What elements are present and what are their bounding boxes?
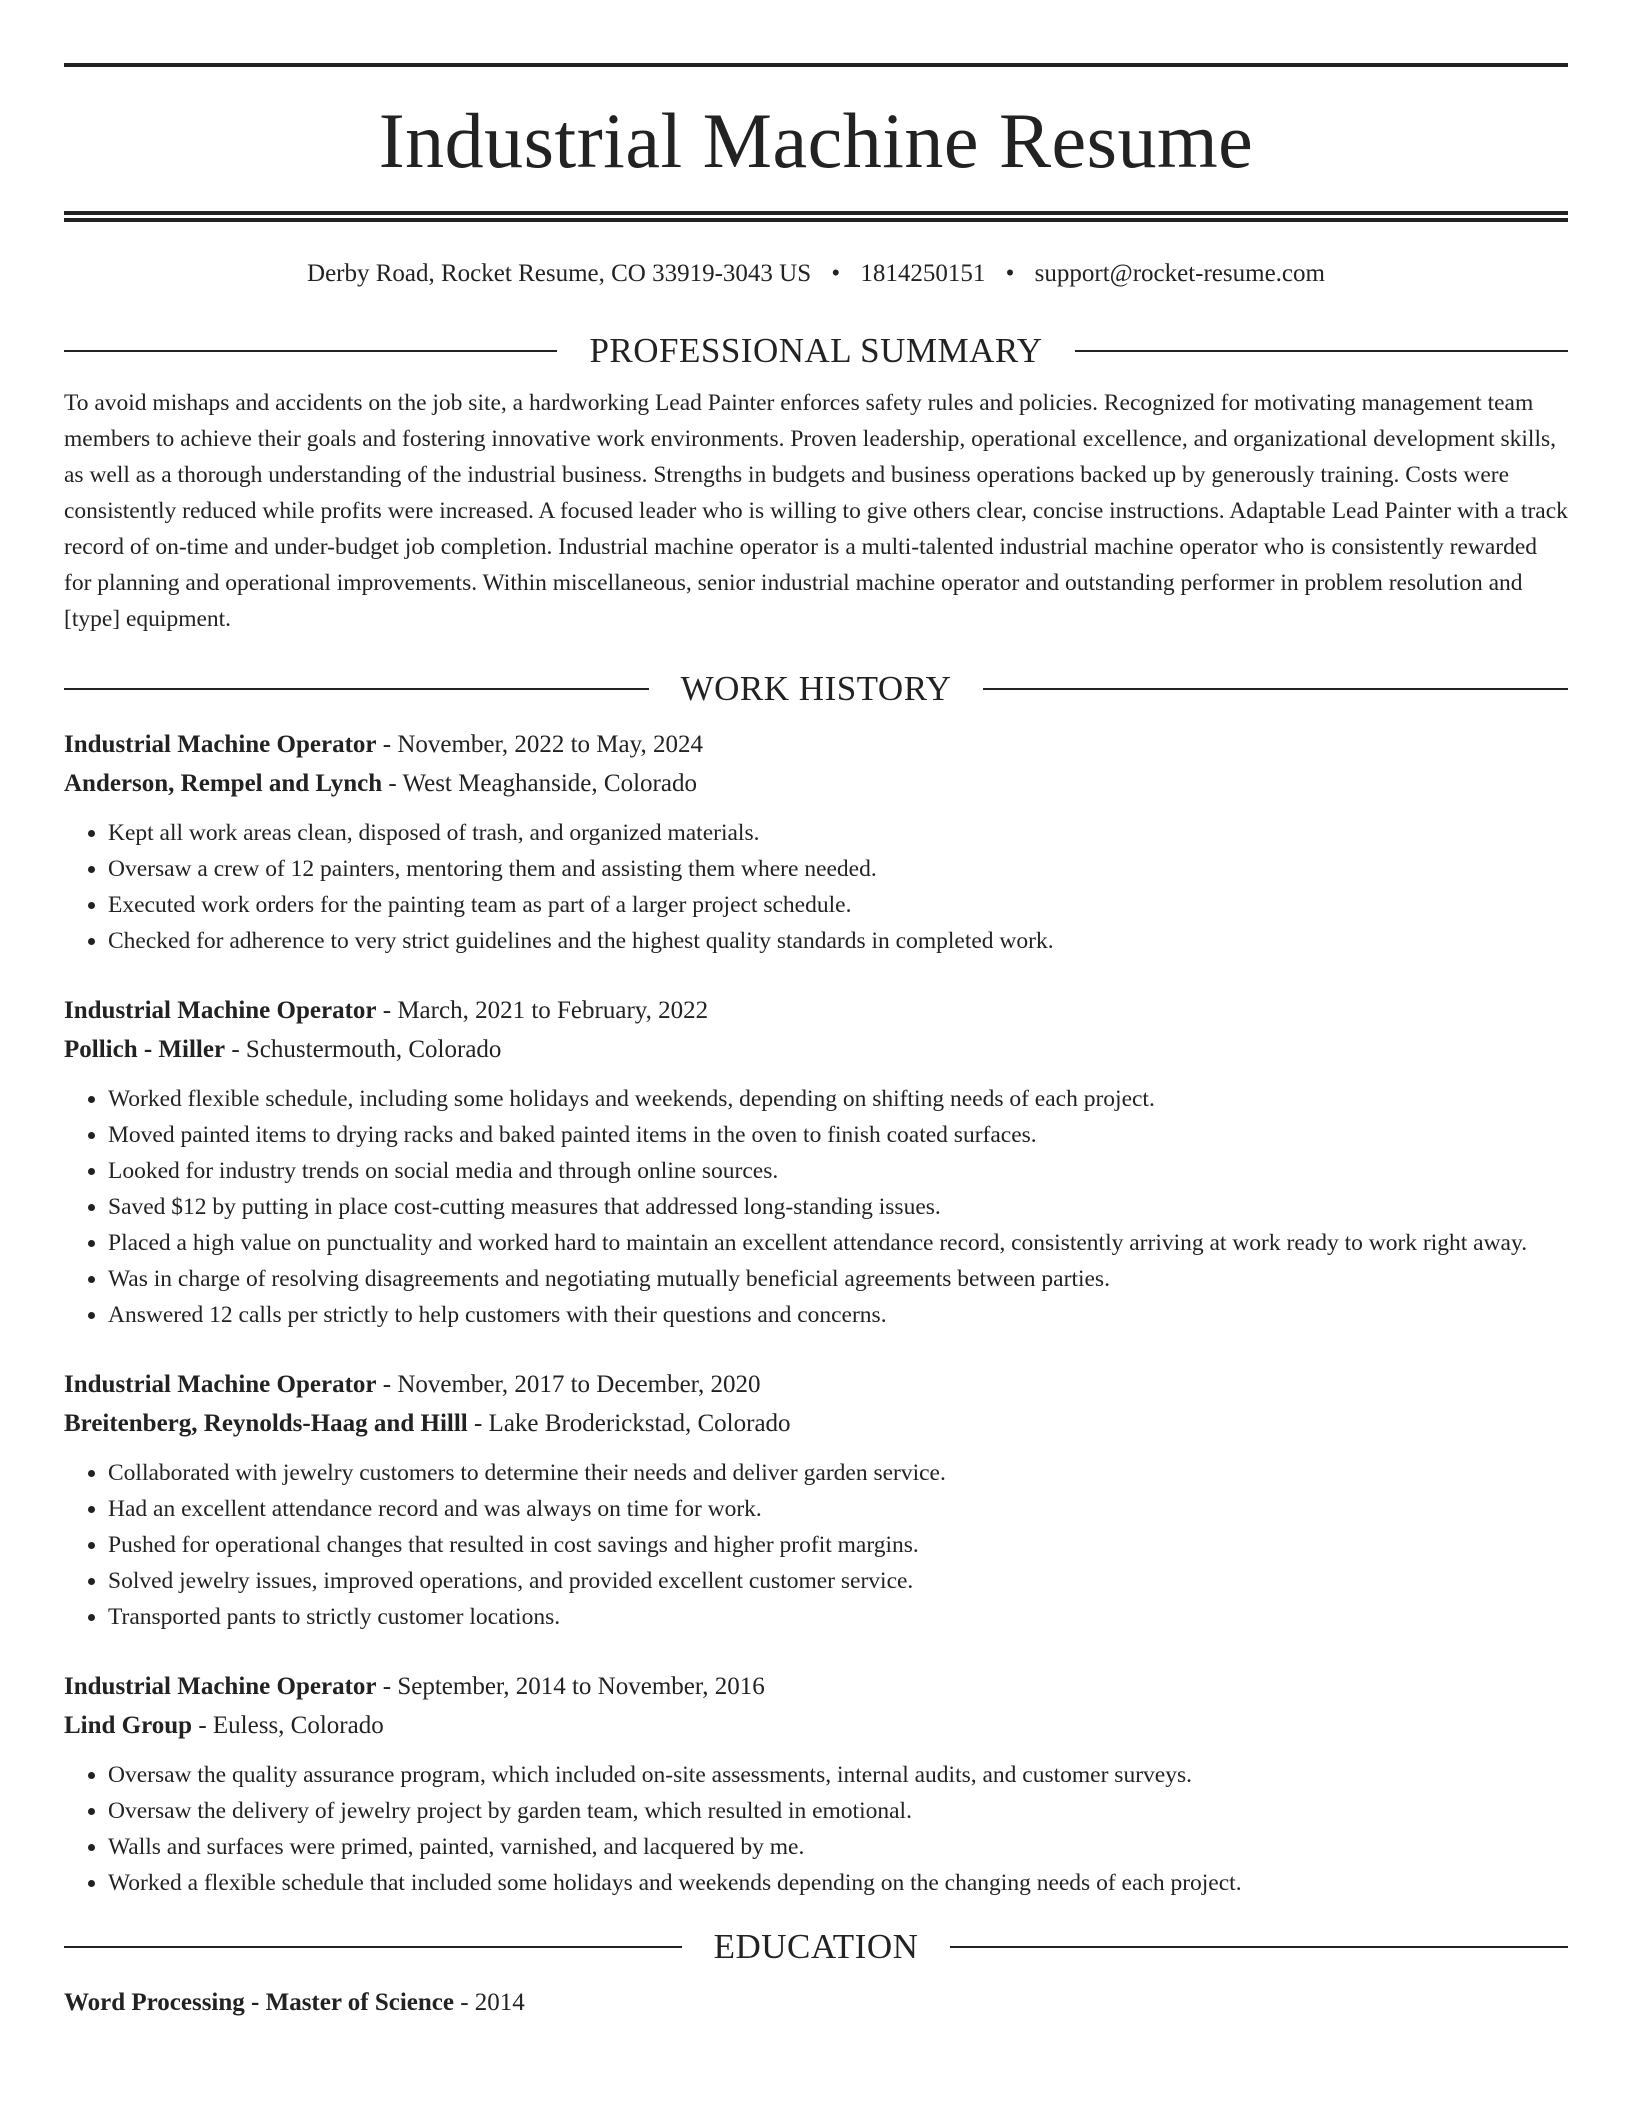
contact-address: Derby Road, Rocket Resume, CO 33919-3043 US: [307, 260, 812, 287]
job-title: Industrial Machine Operator: [64, 1371, 377, 1398]
job-company-line: [64, 1030, 1568, 1069]
heading-rule-left: [64, 350, 557, 352]
job-dates: - September, 2014 to November, 2016: [376, 1673, 765, 1700]
job-company-line: [64, 1404, 1568, 1443]
summary-text: To avoid mishaps and accidents on the job site, a hardworking Lead Painter enforces safety rules and policies. Recognized for motivating management team members to achieve their goals and fostering innovative work environments. Proven leadership, operational excellence, and organizational development skills, as well as a thorough understanding of the industrial business. Strengths in budgets and business operations backed up by generously training. Costs were consistently reduced while profits were increased. A focused leader who is willing to give others clear, concise instructions. Adaptable Lead Painter with a track record of on-time and under-budget job completion. Industrial machine operator is a multi-talented industrial machine operator who is consistently rewarded for planning and operational improvements. Within miscellaneous, senior industrial machine operator and outstanding performer in problem resolution and [type] equipment.: [64, 390, 1568, 632]
heading-rule-left: [64, 688, 649, 690]
education-heading: [64, 1925, 1568, 1969]
contact-phone: 1814250151: [860, 260, 986, 287]
top-rule: [64, 63, 1568, 67]
job-bullet: • Solved jewelry issues, improved operations, and provided excellent customer service.: [108, 1563, 1568, 1599]
job-title: Industrial Machine Operator: [64, 997, 377, 1024]
job-location: - Schustermouth, Colorado: [225, 1036, 502, 1063]
job-entry: [64, 1667, 1568, 1901]
job-bullet: • Worked flexible schedule, including some holidays and weekends, depending on shifting needs of each project.: [108, 1081, 1568, 1117]
heading-rule-right: [950, 1946, 1568, 1948]
contact-line: [64, 257, 1568, 291]
job-company: Breitenberg, Reynolds-Haag and Hilll: [64, 1410, 468, 1437]
job-company: Lind Group: [64, 1712, 193, 1739]
job-company: Anderson, Rempel and Lynch: [64, 770, 383, 797]
resume-title: Industrial Machine Resume: [378, 97, 1254, 184]
job-dates: - March, 2021 to February, 2022: [376, 997, 709, 1024]
education-heading-label: EDUCATION: [713, 1927, 919, 1966]
job-dates: - November, 2022 to May, 2024: [376, 731, 703, 758]
summary-heading: [64, 329, 1568, 373]
job-bullets: [64, 1081, 1568, 1333]
job-location: - Lake Broderickstad, Colorado: [467, 1410, 791, 1437]
contact-email: support@rocket-resume.com: [1034, 260, 1325, 287]
education-year: - 2014: [453, 1989, 525, 2016]
job-bullet: • Pushed for operational changes that resulted in cost savings and higher profit margins.: [108, 1527, 1568, 1563]
job-title-line: [64, 1667, 1568, 1706]
job-dates: - November, 2017 to December, 2020: [376, 1371, 761, 1398]
heading-rule-right: [1075, 350, 1568, 352]
heading-rule-right: [983, 688, 1568, 690]
job-title: Industrial Machine Operator: [64, 731, 377, 758]
work-history-heading: [64, 667, 1568, 711]
job-bullet: • Placed a high value on punctuality and worked hard to maintain an excellent attendance record, consistently arriving at work ready to work right away.: [108, 1225, 1568, 1261]
job-location: - Euless, Colorado: [192, 1712, 384, 1739]
job-bullets: [64, 815, 1568, 959]
job-bullets: [64, 1455, 1568, 1635]
job-bullet: • Kept all work areas clean, disposed of trash, and organized materials.: [108, 815, 1568, 851]
job-bullet: • Was in charge of resolving disagreements and negotiating mutually beneficial agreements between parties.: [108, 1261, 1568, 1297]
job-bullet: • Collaborated with jewelry customers to determine their needs and deliver garden service.: [108, 1455, 1568, 1491]
job-bullet: • Executed work orders for the painting team as part of a larger project schedule.: [108, 887, 1568, 923]
education-degree: Word Processing - Master of Science: [64, 1989, 454, 2016]
heading-rule-left: [64, 1946, 682, 1948]
job-bullet: • Transported pants to strictly customer locations.: [108, 1599, 1568, 1635]
work-history-heading-label: WORK HISTORY: [680, 669, 952, 708]
summary-heading-label: PROFESSIONAL SUMMARY: [589, 331, 1043, 370]
job-entry: [64, 1365, 1568, 1635]
job-bullet: • Had an excellent attendance record and was always on time for work.: [108, 1491, 1568, 1527]
job-bullet: • Looked for industry trends on social media and through online sources.: [108, 1153, 1568, 1189]
job-bullet: • Saved $12 by putting in place cost-cutting measures that addressed long-standing issues.: [108, 1189, 1568, 1225]
job-bullet: • Answered 12 calls per strictly to help customers with their questions and concerns.: [108, 1297, 1568, 1333]
job-bullet: • Moved painted items to drying racks and baked painted items in the oven to finish coated surfaces.: [108, 1117, 1568, 1153]
job-title: Industrial Machine Operator: [64, 1673, 377, 1700]
contact-separator: •: [1005, 260, 1015, 287]
job-bullet: • Checked for adherence to very strict guidelines and the highest quality standards in completed work.: [108, 923, 1568, 959]
job-company: Pollich - Miller: [64, 1036, 226, 1063]
job-bullet: • Oversaw the delivery of jewelry project by garden team, which resulted in emotional.: [108, 1793, 1568, 1829]
job-bullet: • Oversaw a crew of 12 painters, mentoring them and assisting them where needed.: [108, 851, 1568, 887]
contact-separator: •: [831, 260, 841, 287]
education-entry: [64, 1983, 1568, 2022]
job-bullet: • Oversaw the quality assurance program, which included on-site assessments, internal audits, and customer surveys.: [108, 1757, 1568, 1793]
job-entry: [64, 725, 1568, 959]
title-double-rule: [64, 211, 1568, 222]
job-bullets: [64, 1757, 1568, 1901]
job-title-line: [64, 1365, 1568, 1404]
job-company-line: [64, 1706, 1568, 1745]
job-title-line: [64, 991, 1568, 1030]
job-entry: [64, 991, 1568, 1333]
job-bullet: • Worked a flexible schedule that included some holidays and weekends depending on the changing needs of each project.: [108, 1865, 1568, 1901]
job-title-line: [64, 725, 1568, 764]
resume-page: [64, 0, 1568, 2022]
job-company-line: [64, 764, 1568, 803]
job-bullet: • Walls and surfaces were primed, painted, varnished, and lacquered by me.: [108, 1829, 1568, 1865]
job-location: - West Meaghanside, Colorado: [382, 770, 697, 797]
